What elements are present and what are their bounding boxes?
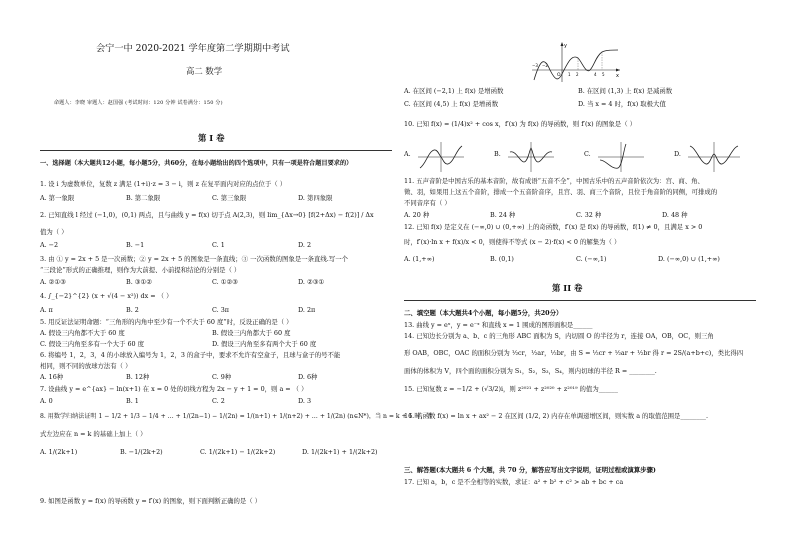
q11-option-b: B. 24 种 (490, 211, 516, 219)
q2-stem: 2. 已知直线 l 经过 (−1,0)，(0,1) 两点，且与曲线 y = f(x) 切于点 A(2,3)，则 lim_{Δx→0} [f(2+Δx) − f(2)] / Δx (40, 211, 374, 219)
q8-line1: 8. 用数学归纳法证明 1 − 1/2 + 1/3 − 1/4 + … + 1/(2n−1) − 1/(2n) = 1/(n+1) + 1/(n+2) + … + 1/(2n) (n∈N*)，当 n = k + 1 时，等 (40, 413, 433, 420)
exam-subject: 高二 数学 (186, 66, 223, 76)
q11-line2: 徵、羽，如果用上这五个音阶，排成一个五音阶音序，且宫、羽、商三个音阶，且位于角音阶的同侧，可排成的 (404, 188, 718, 196)
q14-line3: 面体的体积为 V，四个面的面积分别为 S₁，S₂，S₃，S₄，则内切球的半径 R = ________. (404, 367, 657, 375)
q7-option-b: B. 1 (126, 397, 139, 405)
q7-option-c: C. 2 (212, 397, 225, 405)
q6-option-a: A. 16种 (40, 373, 64, 381)
q14-line1: 14. 已知边长分别为 a、b、c 的三角形 ABC 面积为 S，内切圆 O 的半径为 r，连接 OA，OB，OC，则三角 (404, 332, 714, 340)
curve (600, 144, 626, 168)
q10-option-d-label: D. (674, 150, 681, 158)
q6-option-c: C. 9种 (212, 373, 232, 381)
q9-option-a: A. 在区间 (−2,1) 上 f(x) 是增函数 (404, 87, 504, 95)
q10-option-b-label: B. (494, 150, 501, 158)
q3-line1: 3. 由 ① y = 2x + 5 是一次函数；② y = 2x + 5 的图象是一条直线；③ 一次函数的图象是一条直线.写一个 (40, 255, 348, 263)
q10-graph-c (596, 140, 646, 174)
q16: 16. 若函数 f(x) = ln x + ax² − 2 在区间 (1/2, 2) 内存在单调递增区间，则实数 a 的取值范围是________. (404, 412, 708, 420)
q5-option-c: C. 假设三内角至多有一个大于 60 度 (40, 340, 144, 348)
x-label: x (616, 73, 619, 79)
q10-option-c-label: C. (584, 150, 591, 158)
q11-line1: 11. 五声音阶是中国古乐的基本音阶，故有成语“五音不全”，中国古乐中的五声音阶依次为：宫、商、角、 (404, 177, 704, 185)
origin-label: O (557, 73, 561, 78)
q7-option-a: A. 0 (40, 397, 53, 405)
tick-label: −2 (542, 63, 548, 68)
q12-option-c: C. (−∞,1) (576, 255, 607, 263)
q3-option-b: B. ③①② (126, 278, 152, 286)
q5-stem: 5. 用反证法证明命题：“三角形的内角中至少有一个不大于 60 度”时，反设正确的是（ ） (40, 318, 293, 326)
q12-line2: 时，f′(x)·ln x + f(x)/x < 0，则使得不等式 (x − 2)·f(x) < 0 的解集为（ ） (404, 238, 621, 246)
q10-stem: 10. 已知 f(x) = (1/4)x² + cos x，f′(x) 为 f(x) 的导函数，则 f′(x) 的图象是（ ） (404, 120, 637, 128)
q4-stem: 4. ∫_{−2}^{2} (x + √(4 − x²)) dx = （ ） (40, 292, 173, 300)
q1-option-d: D. 第四象限 (298, 194, 333, 202)
q4-option-a: A. π (40, 306, 53, 314)
section-3-title: 三、解答题(本大题共 6 个大题，共 70 分，解答应写出文字说明，证明过程或演算步骤) (404, 466, 656, 474)
q4-option-c: C. 3π (212, 306, 229, 314)
q10-option-a-label: A. (404, 150, 411, 158)
q8-line2: 式左边应在 n = k 的基础上加上（ ） (40, 430, 147, 438)
q8-option-c: C. 1/(2k+1) − 1/(2k+2) (200, 448, 276, 456)
q2-option-b: B. −1 (126, 241, 145, 249)
tick-label: 1 (568, 72, 571, 77)
q12-line1: 12. 已知 f(x) 是定义在 (−∞,0) ∪ (0,+∞) 上的奇函数，f′(x) 是 f(x) 的导函数，f(1) ≠ 0，且满足 x > 0 (404, 223, 703, 231)
tick-label: 2 (576, 72, 579, 77)
q12-option-a: A. (1,+∞) (404, 255, 435, 263)
q2-option-d: D. 2 (298, 241, 312, 249)
q10-graph-a (416, 140, 466, 174)
q9-option-d: D. 当 x = 4 时，f(x) 取极大值 (578, 100, 666, 108)
exam-title: 会宁一中 2020-2021 学年度第二学期期中考试 (96, 43, 290, 54)
q11-option-c: C. 32 种 (576, 211, 602, 219)
q6-line1: 6. 将编号 1，2，3，4 的小球放入编号为 1，2，3 的盒子中，要求不允许有空盒子，且球与盒子的号不能 (40, 351, 341, 359)
q11-option-d: D. 48 种 (662, 211, 688, 219)
q9-option-c: C. 在区间 (4,5) 上 f(x) 是增函数 (404, 100, 499, 108)
q8-option-a: A. 1/(2k+1) (40, 448, 78, 456)
q4-option-d: D. 2π (298, 306, 316, 314)
exam-meta: 命题人：李晓 审题人：赵国强 (考试时间：120 分钟 试卷满分：150 分) (54, 100, 223, 106)
q9-stem: 9. 如图是函数 y = f(x) 的导函数 y = f′(x) 的图象，则下面判断正确的是（ ） (40, 497, 262, 505)
divider (40, 150, 392, 151)
q14-line2: 形 OAB，OBC，OAC 的面积分别为 ½cr，½ar，½br，由 S = ½cr + ½ar + ½br 得 r = 2S/(a+b+c)，类比得四 (404, 349, 744, 357)
q1-option-b: B. 第二象限 (126, 194, 161, 202)
x-axis-arrow (616, 69, 620, 72)
q5-option-a: A. 假设三内角都不大于 60 度 (40, 329, 125, 337)
q8-option-d: D. 1/(2k+1) + 1/(2k+2) (302, 448, 378, 456)
q5-option-d: D. 假设三内角至多有两个大于 60 度 (212, 340, 317, 348)
q3-option-c: C. ①②③ (212, 278, 238, 286)
q3-option-a: A. ②①③ (40, 278, 66, 286)
q2-cont: 值为（ ） (40, 228, 68, 236)
tick-label: −3 (532, 63, 538, 68)
q3-option-d: D. ②③① (298, 278, 325, 286)
section-1-title: 一、选择题（本大题共12小题，每小题5分，共60分，在每小题给出的四个选项中，只有一项是符合题目要求的） (40, 160, 353, 167)
volume-2-label: 第 II 卷 (552, 283, 583, 293)
divider (404, 300, 756, 301)
q12-option-b: B. (0,1) (490, 255, 514, 263)
q7-option-d: D. 3 (298, 397, 312, 405)
q9-option-b: B. 在区间 (1,3) 上 f(x) 是减函数 (578, 87, 673, 95)
q7-stem: 7. 设曲线 y = e^{ax} − ln(x+1) 在 x = 0 处的切线方程为 2x − y + 1 = 0，则 a = （ ） (40, 385, 308, 393)
q6-line2: 相同，则不同的放球方法有（ ） (40, 362, 132, 370)
tick-label: 4 (594, 72, 597, 77)
volume-1-label: 第 I 卷 (198, 133, 225, 143)
q1-stem: 1. 设 i 为虚数单位，复数 z 满足 (1+i)·z = 3 − i，则 z 在复平面内对应的点位于（ ） (40, 180, 287, 188)
q4-option-b: B. 2 (126, 306, 139, 314)
q9-derivative-graph (528, 40, 624, 84)
tick-label: 5 (602, 72, 605, 77)
q1-option-c: C. 第三象限 (212, 194, 247, 202)
q10-graph-b (506, 140, 556, 174)
q12-option-d: D. (−∞,0) ∪ (1,+∞) (658, 255, 720, 263)
q1-option-a: A. 第一象限 (40, 194, 75, 202)
q6-option-b: B. 12种 (126, 373, 150, 381)
q8-option-b: B. −1/(2k+2) (120, 448, 163, 456)
q13: 13. 曲线 y = eˣ，y = e⁻ˣ 和直线 x = 1 围成的图形面积是______ (404, 321, 593, 329)
q2-option-c: C. 1 (212, 241, 225, 249)
q15: 15. 已知复数 z = −1/2 + (√3/2)i，则 z²⁰²¹ + z²⁰²⁰ + z²⁰¹⁹ 的值为______ (404, 385, 618, 393)
q2-option-a: A. −2 (40, 241, 59, 249)
q17: 17. 已知 a，b，c 是不全相等的实数，求证：a² + b² + c² > ab + bc + ca (404, 478, 624, 486)
y-label: y (564, 43, 567, 49)
section-2-title: 二、填空题（本大题共4个小题，每小题5分，共20分） (404, 309, 563, 317)
q11-line3: 不同音序有（ ） (404, 199, 451, 207)
q3-line2: “三段论”形式的正确推理，则作为大前提、小前提和结论的分别是（ ） (40, 266, 241, 274)
q5-option-b: B. 假设三内角都大于 60 度 (212, 329, 291, 337)
q10-graph-d (686, 140, 742, 174)
q6-option-d: D. 6种 (298, 373, 318, 381)
q11-option-a: A. 20 种 (404, 211, 430, 219)
